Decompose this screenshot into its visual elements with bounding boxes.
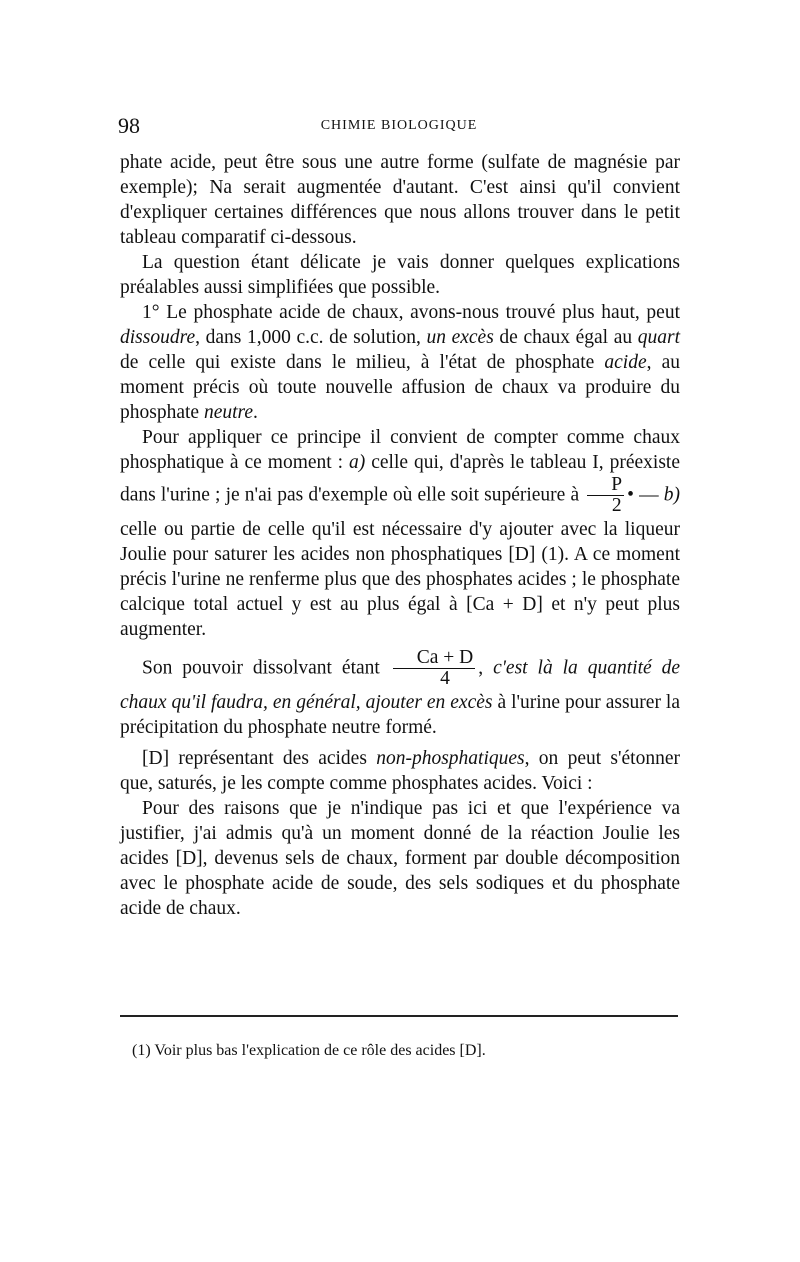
p4-text-f: celle ou partie de celle qu'il est nécessaire d'y ajouter avec la liqueur Joulie pour saturer les acides non phosphatiques [D] (1). A ce moment précis l'urine ne renferme plus que des phosphates acides ; le phosphate calcique total actuel y est au plus égal à [Ca + D] et n'y peut plus augmenter. (120, 518, 680, 640)
paragraph-2: La question étant délicate je vais donner quelques explications préalables aussi simplifiées que possible. (120, 252, 680, 298)
footnote-separator (120, 1015, 678, 1017)
p3-italic-dissoudre: dissoudre (120, 327, 196, 348)
fraction-denominator: 4 (440, 668, 450, 690)
p4-text-a: Pour appliquer ce principe il convient de compter comme chaux phosphatique à ce moment : (120, 427, 680, 473)
p3-text-k: . (253, 402, 258, 423)
fraction-numerator: Ca + D (393, 648, 476, 669)
p5-italic-statement: c'est là la quantité de chaux qu'il faudra, en général, ajouter en excès (120, 657, 681, 713)
paragraph-1: phate acide, peut être sous une autre forme (sulfate de magnésie par exemple); Na serait augmentée d'autant. C'est ainsi qu'il convient d'expliquer certaines différences que nous allons trouver dans le petit tableau comparatif ci-dessous. (120, 152, 680, 248)
p3-italic-quart: quart (637, 327, 680, 348)
paragraph-3 (120, 300, 680, 425)
p3-italic-acide: acide (604, 352, 647, 373)
paragraph-7: Pour des raisons que je n'indique pas ici et que l'expérience va justifier, j'ai admis qu'à un moment donné de la réaction Joulie les acides [D], devenus sels de chaux, forment par double décomposition avec le phosphate acide de soude, des sels sodiques et du phosphate acide de chaux. (120, 797, 680, 919)
p6-text-a: [D] représentant des acides (142, 747, 377, 769)
page-header (118, 113, 680, 141)
paragraph-4 (120, 425, 680, 642)
fraction-numerator: P (587, 475, 624, 496)
p6-text-c: , on peut s'étonner que, saturés, je les compte comme phosphates acides. Voici : (120, 747, 680, 794)
running-head: CHIMIE BIOLOGIQUE (320, 118, 478, 133)
p3-text-c: , dans 1,000 c.c. de solution, (195, 327, 427, 348)
p3-italic-un-exces: un excès (426, 327, 494, 348)
fraction-p-over-2 (587, 475, 624, 517)
p4-text-c: celle qui, d'après le tableau I, préexiste dans l'urine ; je n'ai pas d'exemple où elle soit supérieure à (120, 452, 681, 506)
p4-text-d: • — (627, 484, 664, 506)
p3-text-g: de celle qui existe dans le milieu, à l'état de phosphate (120, 352, 605, 373)
p5-text-d: à l'urine pour assurer la précipitation du phosphate neutre formé. (120, 691, 680, 738)
p5-text-a: Son pouvoir dissolvant étant (142, 657, 390, 679)
fraction-denominator: 2 (611, 495, 622, 517)
p4-italic-b: b) (663, 484, 681, 506)
body-text (120, 150, 680, 921)
paragraph-6 (120, 746, 680, 796)
p3-text-e: de chaux égal au (493, 327, 638, 348)
p6-italic-non-phosphatiques: non-phosphatiques (376, 747, 525, 769)
p3-text-a: 1° Le phosphate acide de chaux, avons-nous trouvé plus haut, peut (142, 302, 680, 323)
footnote: (1) Voir plus bas l'explication de ce rôle des acides [D]. (132, 1042, 486, 1059)
paragraph-5 (120, 648, 680, 740)
p3-italic-neutre: neutre (203, 402, 254, 423)
p5-text-b: , (478, 657, 494, 679)
page-number: 98 (118, 113, 140, 138)
fraction-ca-d-over-4 (393, 648, 476, 690)
p3-text-i: , au moment précis où toute nouvelle affusion de chaux va produire du phosphate (120, 352, 681, 423)
p4-italic-a: a) (349, 452, 366, 473)
